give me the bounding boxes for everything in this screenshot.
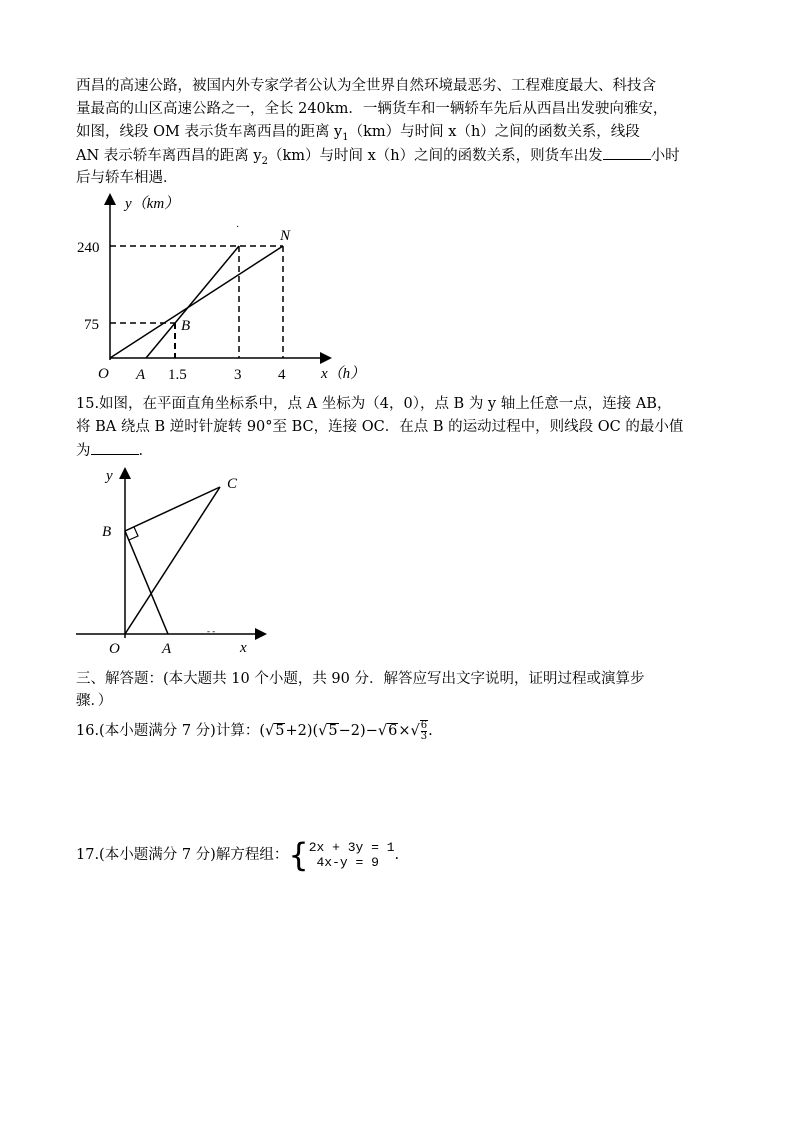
q14-line-5: 后与轿车相遇．	[76, 170, 178, 186]
q14-line-3: 如图，线段 OM 表示货车离西昌的距离 $y_1(km)$与时间 x（h）之间的函数关系，线段	[76, 124, 640, 143]
section-3-line-2: 骤．）	[76, 693, 113, 709]
sqrt-fraction: $\frac{6}{3}$	[420, 719, 428, 742]
segment-AN	[146, 246, 239, 358]
q14-line-2: 量最高的山区高速公路之一，全长 240km．一辆货车和一辆轿车先后从西昌出发驶向雅安，	[76, 101, 668, 117]
answer-blank	[91, 440, 139, 455]
tick-3: 3	[234, 367, 242, 383]
x-axis-label: x（h）	[321, 366, 366, 382]
segment-OM	[110, 246, 283, 358]
sqrt-5: 5	[328, 723, 338, 739]
section-3-line-1: 三、解答题：(本大题共 10 个小题，共 90 分．解答应写出文字说明，证明过程或演算步	[76, 671, 645, 687]
q17: 17.(本小题满分 7 分)解方程组：{2x + 3y = 1 4x-y = 9 .	[76, 836, 400, 874]
sqrt-5: 5	[275, 723, 285, 739]
tick-1-5: 1.5	[168, 367, 187, 383]
q15-line-3: 为 ．	[76, 440, 153, 461]
y-axis-label: y（km）	[125, 196, 180, 212]
q16: 16.(本小题满分 7 分)计算：(√5+2)(√5−2)−√6×√ $\frac{6}{3}$ .	[76, 719, 433, 742]
x-axis-label: x	[240, 640, 247, 656]
scan-mark: - -	[207, 626, 216, 636]
segment-BA	[125, 531, 168, 634]
point-A-label: A	[136, 367, 146, 383]
q14-line-4: AN 表示轿车离西昌的距离 $y_2(km)$与时间 x（h）之间的函数关系，则货车出发 小时	[76, 145, 680, 172]
origin-label: O	[109, 641, 120, 657]
q15-line-1: 15.如图，在平面直角坐标系中，点 A 坐标为（4，0），点 B 为 y 轴上任意一点，连接 AB，	[76, 396, 672, 412]
point-B-label: B	[181, 318, 191, 334]
q15-line-2: 将 BA 绕点 B 逆时针旋转 90°至 BC，连接 OC．在点 B 的运动过程中，则线段 OC 的最小值	[76, 419, 684, 435]
q14-line-1: 西昌的高速公路，被国内外专家学者公认为全世界自然环境最恶劣、工程难度最大、科技含	[76, 78, 656, 94]
point-B-label: B	[102, 524, 112, 540]
sqrt-6: 6	[388, 723, 398, 739]
origin-label: O	[98, 366, 109, 382]
answer-blank	[603, 145, 651, 160]
dot-mark: ·	[236, 222, 240, 233]
rotation-figure	[76, 462, 276, 662]
distance-time-graph	[74, 188, 374, 388]
point-C-label: C	[227, 476, 238, 492]
equation-system: 2x + 3y = 1 4x-y = 9	[308, 840, 395, 870]
point-A-label: A	[162, 641, 172, 657]
tick-240: 240	[77, 240, 100, 256]
y-axis-label: y	[106, 468, 113, 484]
point-N-label: N	[280, 228, 291, 244]
system-brace: {	[288, 836, 309, 874]
tick-4: 4	[278, 367, 286, 383]
tick-75: 75	[84, 317, 99, 333]
